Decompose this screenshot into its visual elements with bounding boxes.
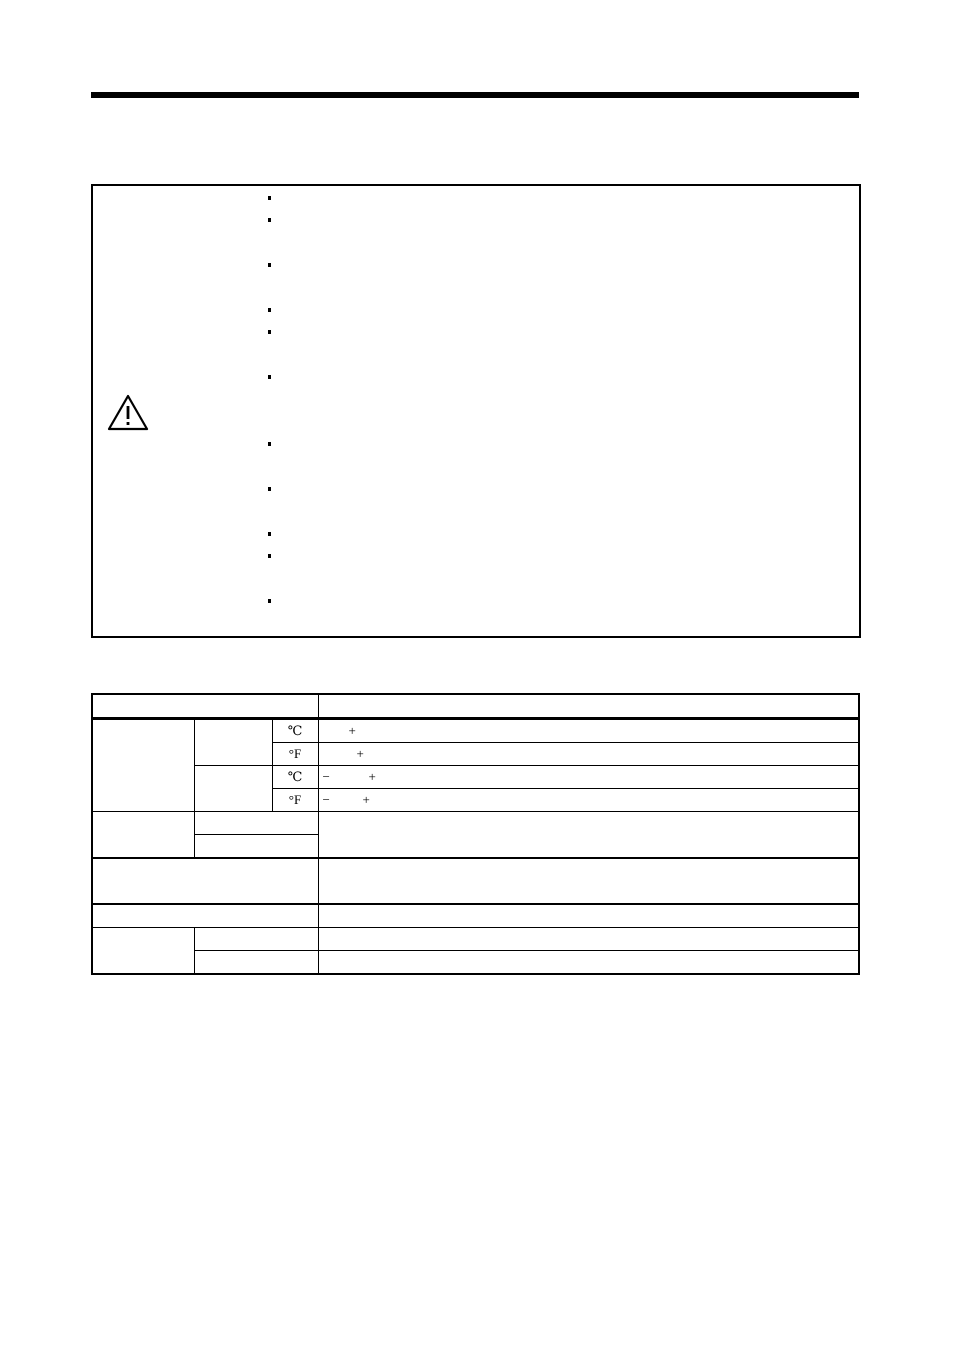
list-bullet (268, 308, 271, 312)
warning-triangle-icon (107, 394, 149, 432)
row-sublabel-cell (194, 951, 318, 975)
value-cell (318, 858, 859, 904)
unit-cell: ℃ (272, 766, 318, 789)
header-cell (318, 694, 859, 719)
table-row (92, 812, 859, 835)
value-cell (318, 951, 859, 975)
table-row (92, 951, 859, 975)
unit-cell: °F (272, 789, 318, 812)
table-row (92, 766, 859, 789)
value-cell: + (318, 743, 859, 766)
row-sublabel-cell (194, 812, 318, 835)
row-label-cell (92, 719, 194, 812)
list-bullet (268, 532, 271, 536)
top-rule (91, 92, 859, 98)
value-cell (318, 812, 859, 859)
list-bullet (268, 599, 271, 603)
row-label-cell (92, 904, 318, 928)
list-bullet (268, 330, 271, 334)
spec-table (91, 693, 860, 975)
row-sublabel-cell (194, 766, 272, 812)
table-row (92, 904, 859, 928)
value-cell (318, 904, 859, 928)
row-sublabel-cell (194, 719, 272, 766)
caution-box (91, 184, 861, 638)
unit-cell: °F (272, 743, 318, 766)
value-cell: − + (318, 766, 859, 789)
row-label-cell (92, 812, 194, 859)
list-bullet (268, 196, 271, 200)
value-cell (318, 928, 859, 951)
list-bullet (268, 554, 271, 558)
list-bullet (268, 442, 271, 446)
row-label-cell (92, 928, 194, 975)
table-row (92, 928, 859, 951)
row-sublabel-cell (194, 835, 318, 859)
list-bullet (268, 487, 271, 491)
value-cell: − + (318, 789, 859, 812)
list-bullet (268, 375, 271, 379)
table-row (92, 719, 859, 743)
list-bullet (268, 218, 271, 222)
header-cell (92, 694, 318, 719)
table-row (92, 858, 859, 904)
table-header-row (92, 694, 859, 719)
row-label-cell (92, 858, 318, 904)
row-sublabel-cell (194, 928, 318, 951)
list-bullet (268, 263, 271, 267)
value-cell: + (318, 719, 859, 743)
unit-cell: ℃ (272, 719, 318, 743)
